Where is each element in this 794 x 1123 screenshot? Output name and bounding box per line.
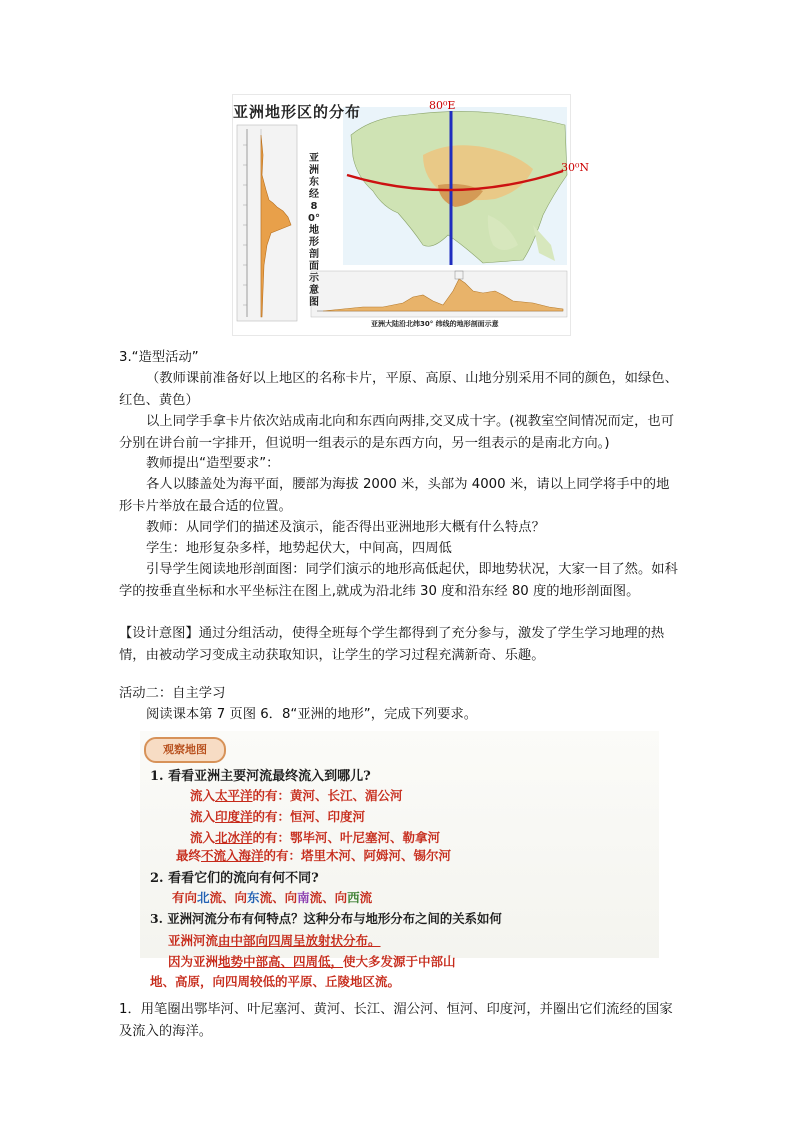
answer-inland: 最终不流入海洋的有：塔里木河、阿姆河、锡尔河 [176, 848, 452, 863]
answer-directions: 有向北流、向东流、向南流、向西流 [172, 890, 373, 905]
section3-para-2: 以上同学手拿卡片依次站成南北向和东西向两排,交叉成十字。(视教室空间情况而定，也可分别在讲台前一字排开，但说明一组表示的是东西方向，另一组表示的是南北方向。) [119, 414, 674, 451]
vertical-profile-label: 亚洲东经80°地形剖面示意图 [308, 153, 320, 308]
question-1: 1. 看看亚洲主要河流最终流入到哪儿? [150, 769, 371, 784]
answer-arctic: 流入北冰洋的有：鄂毕河、叶尼塞河、勒拿河 [190, 830, 441, 845]
section3-para-6: 学生：地形复杂多样，地势起伏大，中间高，四周低 [146, 541, 452, 556]
figure-caption: 亚洲大陆沿北纬30° 纬线的地形剖面示意 [371, 320, 499, 328]
section3-para-7: 引导学生阅读地形剖面图：同学们演示的地形高低起伏，即地势状况，大家一目了然。如科学的按垂直坐标和水平坐标注在图上,就成为沿北纬 30 度和沿东经 80 度的地形剖面图。 [119, 562, 678, 599]
latitude-label: 30⁰N [561, 161, 590, 174]
design-intent: 【设计意图】通过分组活动，使得全班每个学生都得到了充分参与，激发了学生学习地理的热情，由被动学习变成主动获取知识，让学生的学习过程充满新奇、乐趣。 [119, 626, 665, 663]
section3-para-5: 教师：从同学们的描述及演示，能否得出亚洲地形大概有什么特点？ [146, 520, 545, 535]
task-1: 1．用笔圈出鄂毕河、叶尼塞河、黄河、长江、湄公河、恒河、印度河，并圈出它们流经的国家及流入的海洋。 [119, 1002, 673, 1039]
question-2: 2. 看看它们的流向有何不同? [150, 871, 319, 886]
asia-terrain-figure [232, 94, 590, 336]
section3-para-3: 教师提出“造型要求”： [146, 456, 280, 471]
section3-para-1: （教师课前准备好以上地区的名称卡片，平原、高原、山地分别采用不同的颜色，如绿色、红色、黄色） [119, 371, 678, 408]
longitude-label: 80⁰E [429, 99, 456, 112]
observe-map-tag: 观察地图 [144, 737, 226, 763]
section3-para-4: 各人以膝盖处为海平面，腰部为海拔 2000 米，头部为 4000 米，请以上同学将手中的地形卡片举放在最合适的位置。 [119, 477, 670, 514]
answer-reason: 因为亚洲地势中部高、四周低，使大多发源于中部山 [168, 954, 456, 969]
answer-pacific: 流入太平洋的有：黄河、长江、湄公河 [190, 788, 403, 803]
answer-indian: 流入印度洋的有：恒河、印度河 [190, 809, 366, 824]
activity2-heading: 活动二：自主学习 [119, 686, 226, 701]
answer-reason-cont: 地、高原，向四周较低的平原、丘陵地区流。 [150, 974, 401, 989]
asia-terrain-graphics [233, 95, 570, 335]
answer-distribution: 亚洲河流由中部向四周呈放射状分布。 [168, 933, 381, 948]
observation-card [140, 731, 659, 958]
question-3: 3. 亚洲河流分布有何特点？这种分布与地形分布之间的关系如何 [150, 911, 502, 926]
section3-heading: 3.“造型活动” [119, 350, 199, 365]
figure-title: 亚洲地形区的分布 [233, 103, 362, 121]
activity2-intro: 阅读课本第 7 页图 6．8“亚洲的地形”，完成下列要求。 [146, 707, 478, 722]
